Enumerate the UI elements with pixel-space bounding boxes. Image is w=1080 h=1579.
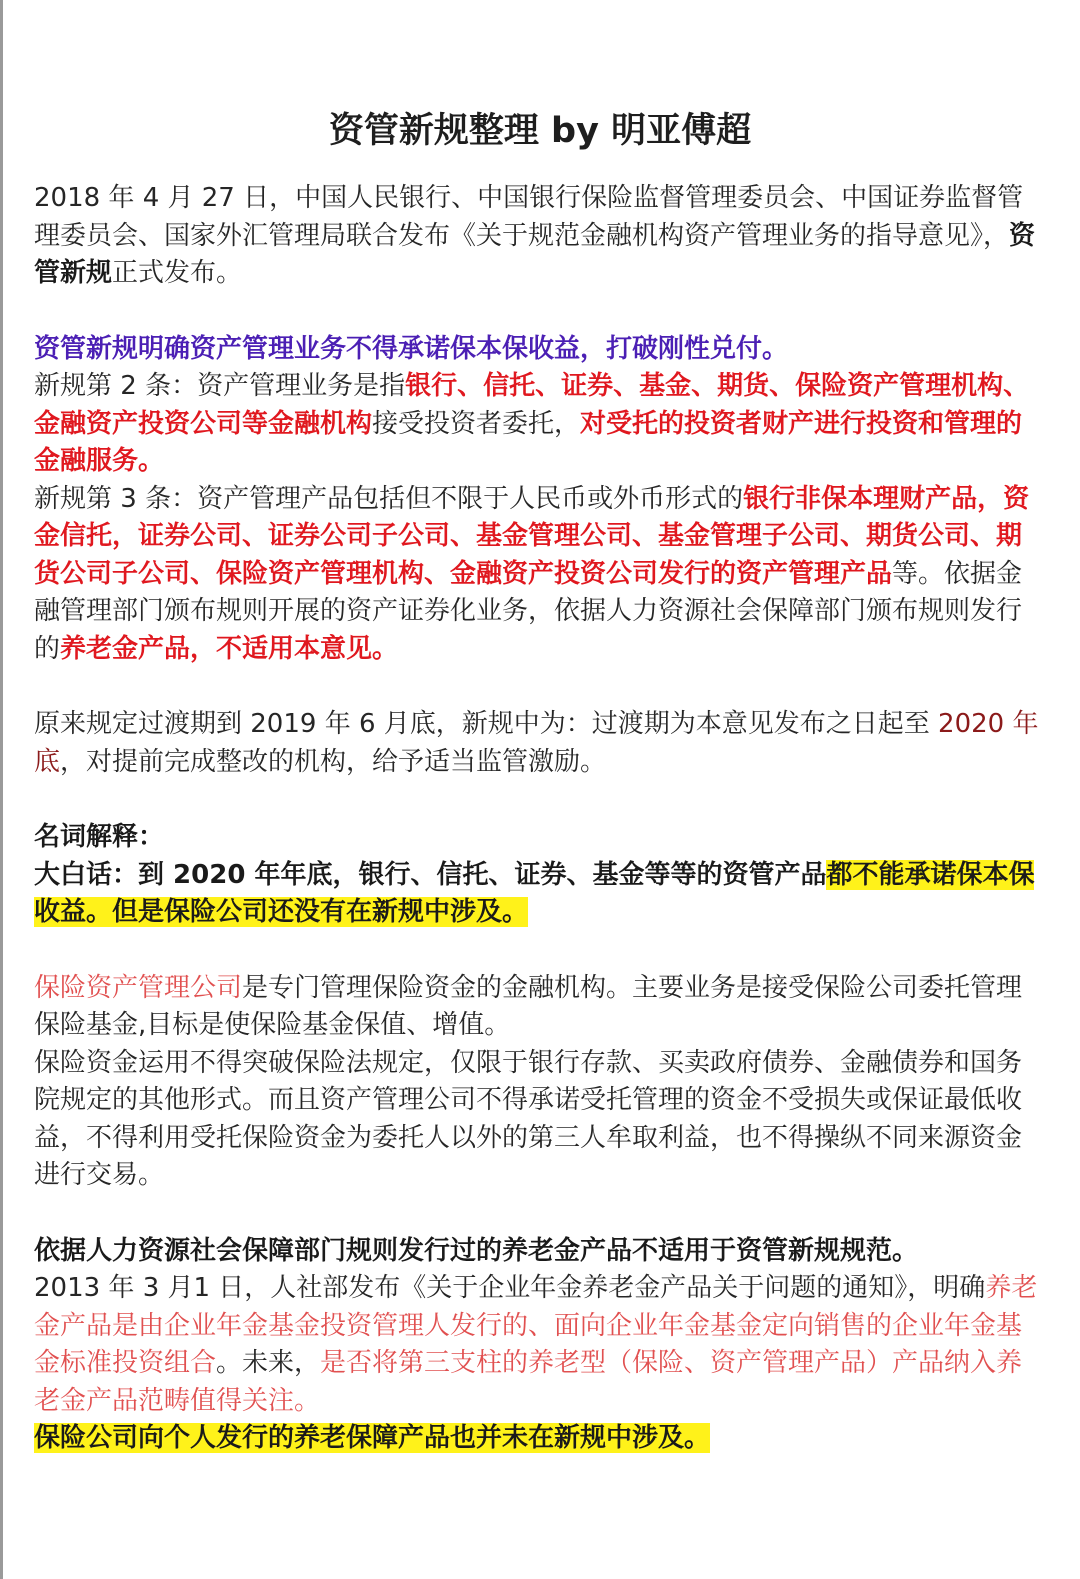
article-2-definition: 对受托的投资者财产进行投资和管理的金融服务。 — [34, 408, 1023, 476]
insurance-text: 是专门管理保险资金的金融机构。主要业务是接受保险公司委托管理保险基金,目标是使保险基金保值、增值。 — [34, 972, 1023, 1040]
pension-heading: 依据人力资源社会保障部门规则发行过的养老金产品不适用于资管新规规范。 — [34, 1235, 919, 1266]
article-3-products: 银行非保本理财产品，资金信托，证券公司、证券公司子公司、基金管理公司、基金管理子公司、期货公司、期货公司子公司、保险资产管理机构、金融资产投资公司发行的资产管理产品 — [34, 483, 1030, 589]
insurance-rules-paragraph: 保险资金运用不得突破保险法规定，仅限于银行存款、买卖政府债券、金融债券和国务院规定的其他形式。而且资产管理公司不得承诺受托管理的资金不受损失或保证最低收益，不得利用受托保险资金为委托人以外的第三人牟取利益，也不得操纵不同来源资金进行交易。 — [34, 1047, 1023, 1190]
pension-definition: 养老金产品是由企业年金基金投资管理人发行的、面向企业年金基金定向销售的企业年金基金标准投资组合 — [34, 1273, 1038, 1378]
transition-text: 原来规定过渡期到 2019 年 6 月底，新规中为：过渡期为本意见发布之日起至 — [34, 709, 939, 739]
pension-future: 是否将第三支柱的养老型（保险、资产管理产品）产品纳入养老金产品范畴值得关注。 — [34, 1348, 1023, 1416]
pension-text-2: 。未来， — [216, 1348, 321, 1378]
article-2-text-2: 接受投资者委托， — [372, 408, 581, 439]
insurance-term: 保险资产管理公司 — [34, 972, 243, 1003]
pension-paragraph — [34, 1270, 1046, 1420]
page-title: 资管新规整理 by 明亚傅超 — [328, 111, 752, 151]
pension-highlight-paragraph — [34, 1420, 1046, 1458]
pension-text: 2013 年 3 月1 日，人社部发布《关于企业年金养老金产品关于问题的通知》，明确 — [34, 1273, 986, 1303]
intro-bold-term: 资管新规 — [34, 220, 1036, 288]
article-2-text: 新规第 2 条：资产管理业务是指 — [34, 371, 406, 401]
glossary-text: 大白话：到 2020 年年底，银行、信托、证券、基金等等的资管产品 — [34, 859, 827, 890]
glossary-paragraph — [34, 857, 1046, 932]
transition-text-2: ，对提前完成整改的机构，给予适当监管激励。 — [60, 746, 607, 777]
article-2-institutions: 银行、信托、证券、基金、期货、保险资产管理机构、金融资产投资公司等金融机构 — [34, 371, 1030, 439]
article-3-text-2: 等。依据金融管理部门颁布规则开展的资产证券化业务，依据人力资源社会保障部门颁布规则发行的 — [34, 558, 1023, 664]
transition-paragraph — [34, 706, 1046, 781]
glossary-highlight: 都不能承诺保本保收益。但是保险公司还没有在新规中涉及。 — [34, 859, 1035, 927]
insurance-paragraph — [34, 970, 1046, 1045]
glossary-label: 名词解释： — [34, 822, 165, 852]
intro-tail: 正式发布。 — [112, 258, 243, 288]
intro-text: 2018 年 4 月 27 日，中国人民银行、中国银行保险监督管理委员会、中国证券监督管理委员会、国家外汇管理局联合发布《关于规范金融机构资产管理业务的指导意见》， — [34, 183, 1024, 251]
article-3-paragraph — [34, 481, 1046, 669]
transition-deadline: 2020 年底 — [34, 709, 1039, 777]
document-page — [34, 100, 1046, 1458]
page-left-border — [0, 0, 3, 1579]
article-3-exclusion: 养老金产品，不适用本意见。 — [60, 633, 399, 664]
intro-paragraph — [34, 180, 1046, 293]
pension-highlight: 保险公司向个人发行的养老保障产品也并未在新规中涉及。 — [34, 1423, 711, 1453]
headline: 资管新规明确资产管理业务不得承诺保本保收益，打破刚性兑付。 — [34, 333, 789, 364]
article-2-paragraph — [34, 368, 1046, 481]
article-3-text: 新规第 3 条：资产管理产品包括但不限于人民币或外币形式的 — [34, 483, 744, 514]
